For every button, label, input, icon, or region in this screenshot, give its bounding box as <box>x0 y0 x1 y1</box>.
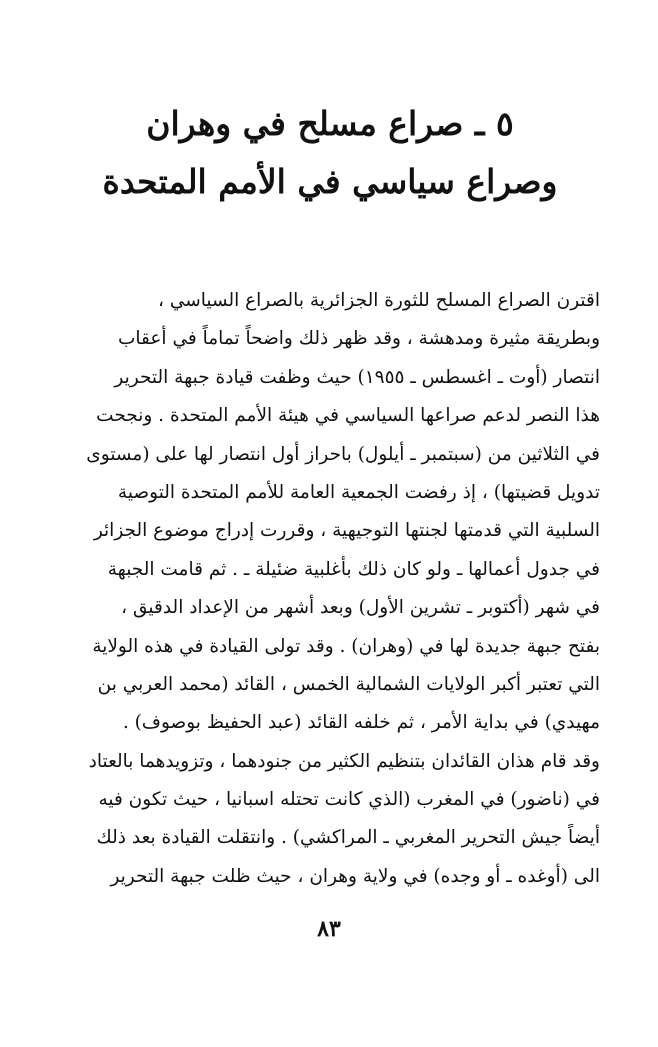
text-line: أيضاً جيش التحرير المغربي ـ المراكشي) . وانتقلت القيادة بعد ذلك <box>96 827 600 849</box>
chapter-title-line-1: ٥ ـ صراع مسلح في وهران <box>146 104 514 143</box>
text-line: انتصار (أوت ـ اغسطس ـ ١٩٥٥) حيث وظفت قيادة جبهة التحرير <box>114 366 600 388</box>
text-line: في الثلاثين من (سبتمبر ـ أيلول) باحراز أول انتصار لها على (مستوى <box>86 443 600 465</box>
body-paragraph <box>58 282 600 896</box>
chapter-title-line-2: وصراع سياسي في الأمم المتحدة <box>102 162 558 201</box>
text-line: بفتح جبهة جديدة لها في (وهران) . وقد تولى القيادة في هذه الولاية <box>92 635 600 657</box>
text-line: الى (أوغده ـ أو وجده) في ولاية وهران ، حيث ظلت جبهة التحرير <box>110 865 600 887</box>
text-line: في شهر (أكتوبر ـ تشرين الأول) وبعد أشهر من الإعداد الدقيق ، <box>121 597 600 619</box>
text-line: مهيدي) في بداية الأمر ، ثم خلفه القائد (عبد الحفيظ بوصوف) . <box>122 712 600 734</box>
text-line: وقد قام هذان القائدان بتنظيم الكثير من جنودهما ، وتزويدهما بالعتاد <box>88 750 600 772</box>
text-line: تدويل قضيتها) ، إذ رفضت الجمعية العامة للأمم المتحدة التوصية <box>117 481 600 503</box>
text-line: في (ناضور) في المغرب (الذي كانت تحتله اسبانيا ، حيث تكون فيه <box>98 789 600 811</box>
text-line: وبطريقة مثيرة ومدهشة ، وقد ظهر ذلك واضحاً تماماً في أعقاب <box>117 328 600 350</box>
text-line: السلبية التي قدمتها لجنتها التوجيهية ، وقررت إدراج موضوع الجزائر <box>93 520 600 542</box>
text-line: التي تعتبر أكبر الولايات الشمالية الخمس ، القائد (محمد العربي بن <box>97 673 600 695</box>
text-line: اقترن الصراع المسلح للثورة الجزائرية بالصراع السياسي ، <box>157 290 600 311</box>
text-line: هذا النصر لدعم صراعها السياسي في هيئة الأمم المتحدة . ونجحت <box>96 405 600 427</box>
page-number: ٨٣ <box>317 916 341 942</box>
text-line: في جدول أعمالها ـ ولو كان ذلك بأغلبية ضئيلة ـ . ثم قامت الجبهة <box>107 558 600 580</box>
